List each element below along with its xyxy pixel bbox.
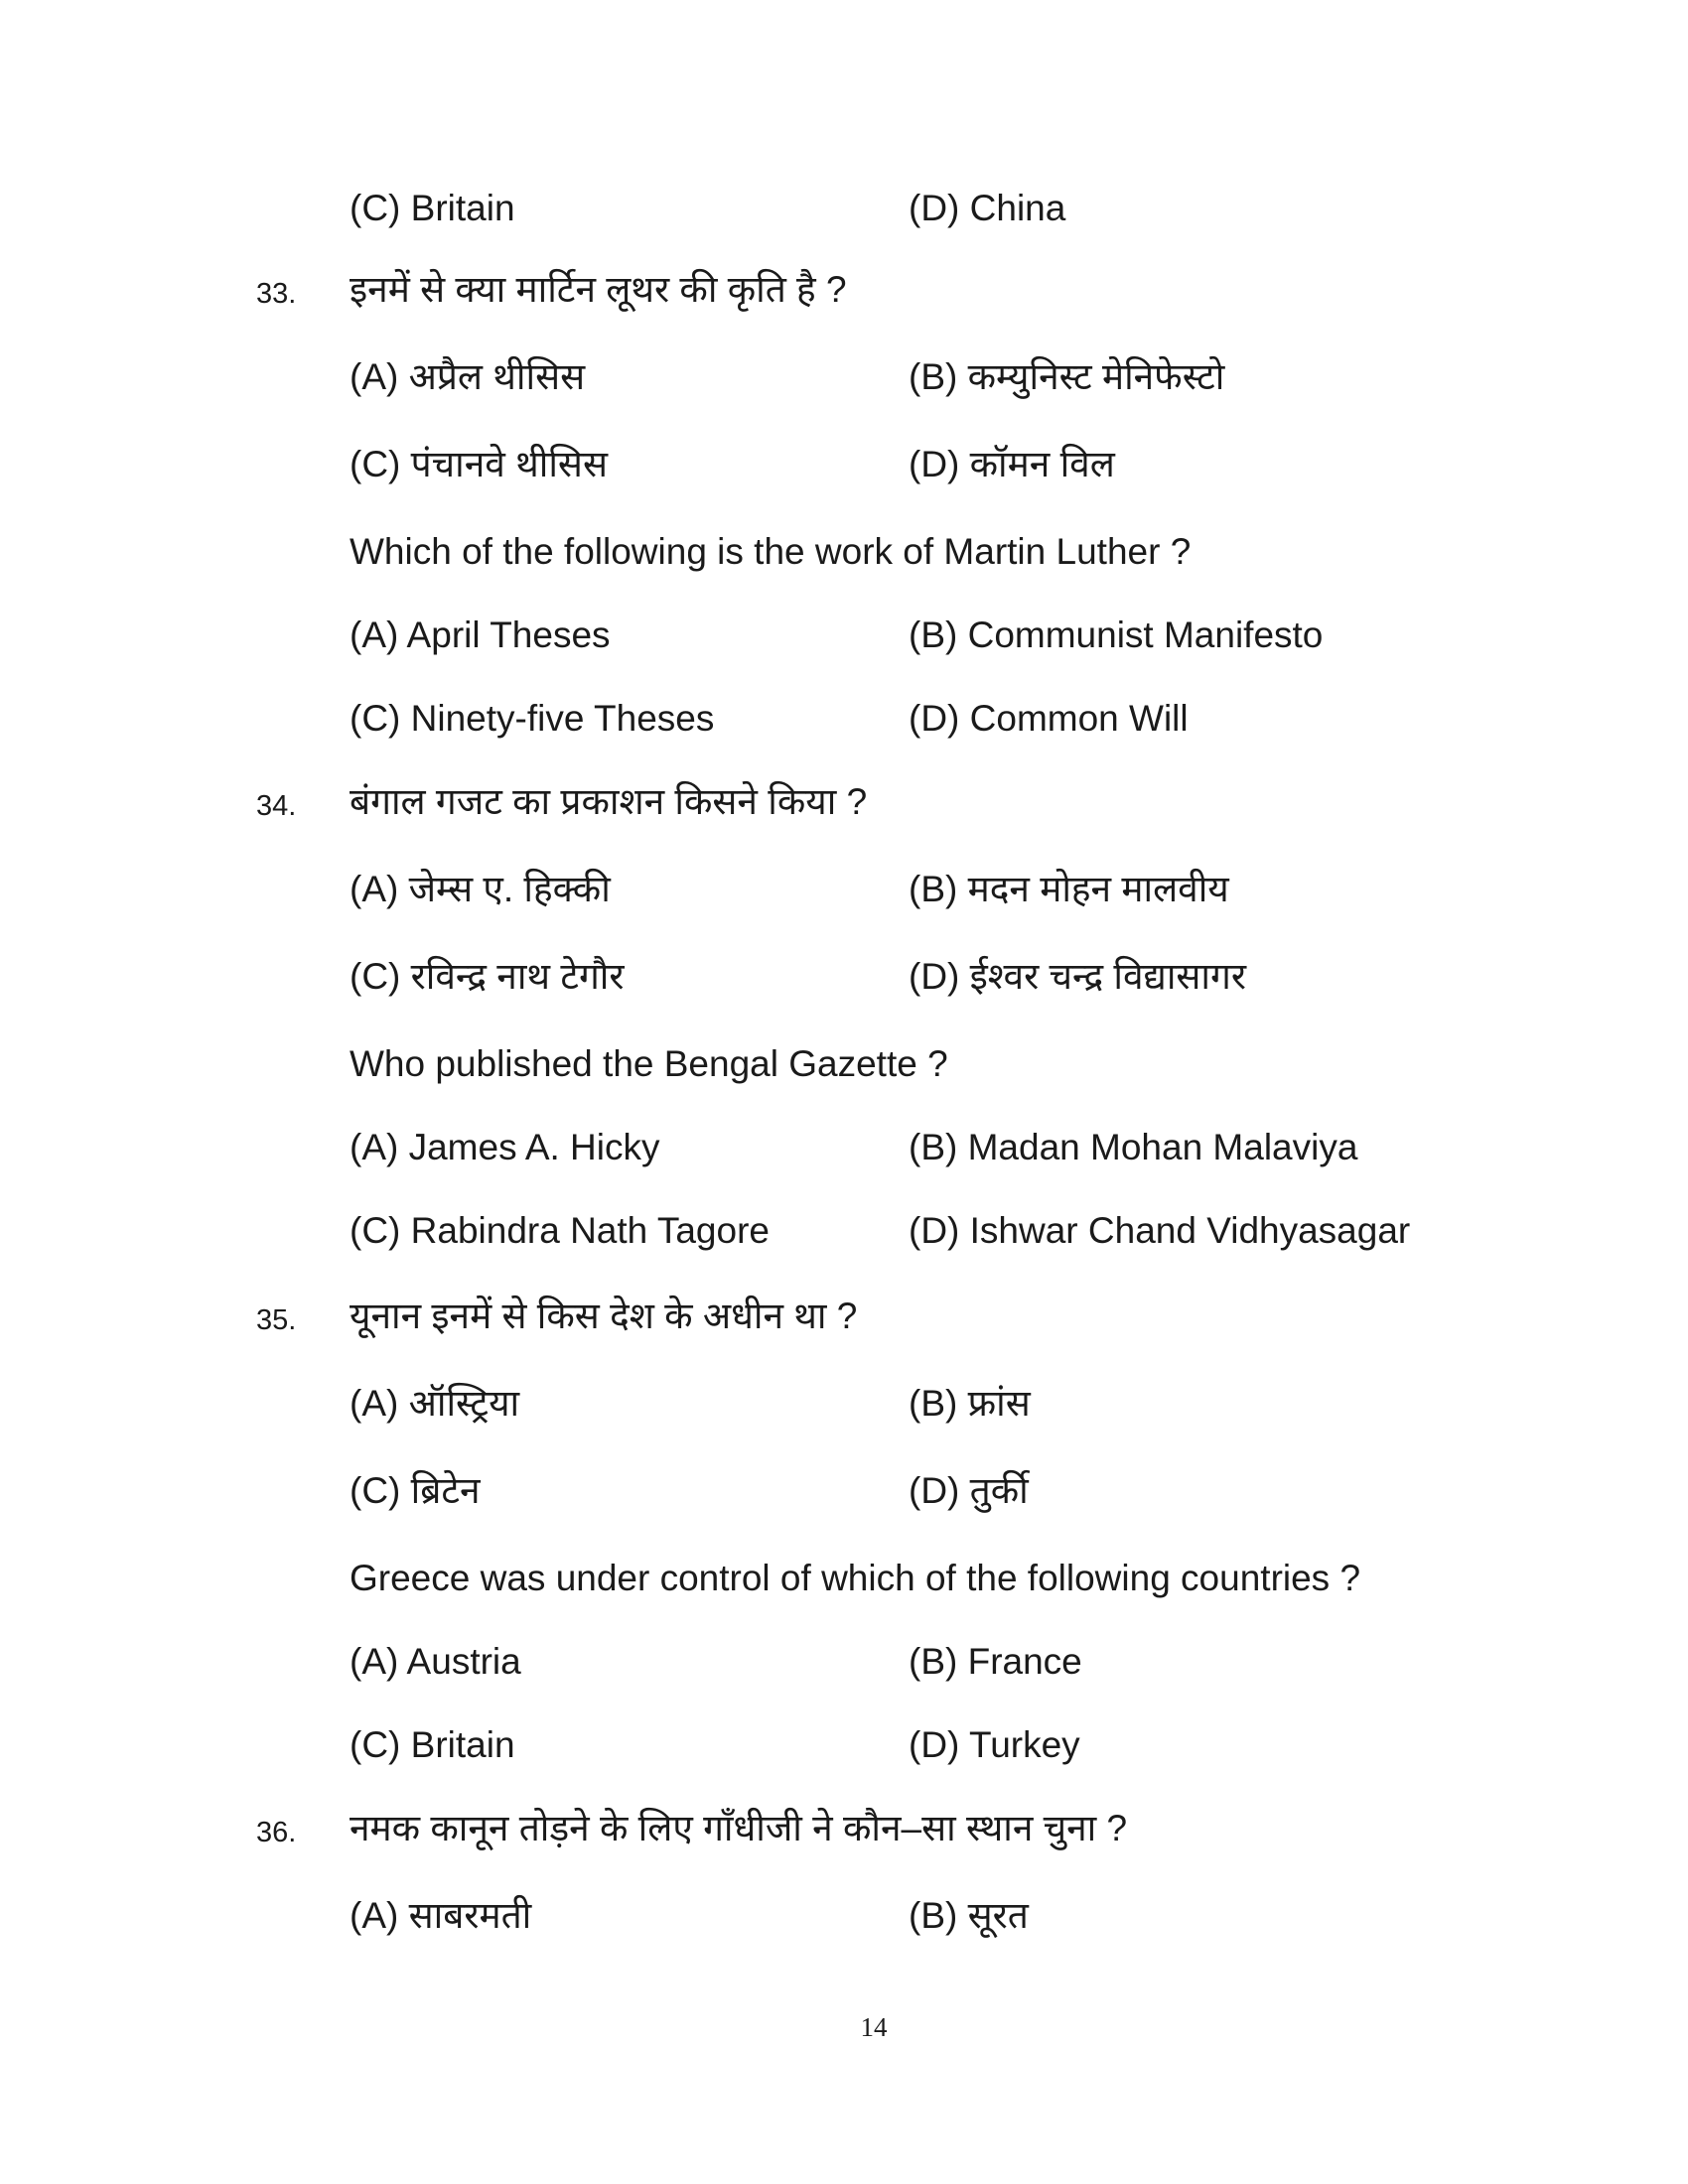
option-d: (D) Common Will	[909, 698, 1189, 739]
question-text-hindi: बंगाल गजट का प्रकाशन किसने किया ?	[350, 781, 868, 822]
question-number: 35.	[256, 1304, 297, 1336]
question-number: 34.	[256, 790, 297, 822]
option-a: (A) Austria	[350, 1641, 521, 1682]
option-b-hindi: (B) फ्रांस	[909, 1383, 1031, 1424]
option-c: (C) Britain	[350, 1724, 515, 1765]
question-text-hindi: नमक कानून तोड़ने के लिए गाँधीजी ने कौन–सा स्थान चुना ?	[350, 1808, 1128, 1848]
option-a-hindi: (A) साबरमती	[350, 1895, 532, 1936]
option-a-hindi: (A) जेम्स ए. हिक्की	[350, 869, 611, 909]
option-c: (C) Rabindra Nath Tagore	[350, 1210, 770, 1251]
option-c-hindi: (C) रविन्द्र नाथ टेगौर	[350, 956, 625, 997]
option-d: (D) Turkey	[909, 1724, 1080, 1765]
option-c-hindi: (C) पंचानवे थीसिस	[350, 444, 608, 484]
option-a-hindi: (A) अप्रैल थीसिस	[350, 356, 586, 397]
option-c-hindi: (C) ब्रिटेन	[350, 1470, 481, 1511]
option-d-hindi: (D) कॉमन विल	[909, 444, 1115, 484]
option-a: (A) April Theses	[350, 614, 611, 655]
option-d-hindi: (D) ईश्वर चन्द्र विद्यासागर	[909, 956, 1246, 997]
question-text-english: Greece was under control of which of the following countries ?	[350, 1558, 1361, 1598]
option-b-hindi: (B) सूरत	[909, 1895, 1029, 1936]
question-number: 36.	[256, 1817, 297, 1848]
option-a-hindi: (A) ऑस्ट्रिया	[350, 1383, 520, 1424]
option-b: (B) Madan Mohan Malaviya	[909, 1127, 1358, 1167]
option-d-hindi: (D) तुर्की	[909, 1470, 1029, 1511]
option-b: (B) Communist Manifesto	[909, 614, 1324, 655]
option-a: (A) James A. Hicky	[350, 1127, 660, 1167]
question-text-hindi: इनमें से क्या मार्टिन लूथर की कृति है ?	[350, 269, 847, 310]
question-text-hindi: यूनान इनमें से किस देश के अधीन था ?	[350, 1296, 858, 1336]
option-b: (B) France	[909, 1641, 1082, 1682]
question-number: 33.	[256, 278, 297, 310]
option-d: (D) China	[909, 188, 1066, 228]
page-number: 14	[860, 2012, 888, 2042]
option-c: (C) Ninety-five Theses	[350, 698, 715, 739]
option-c: (C) Britain	[350, 188, 515, 228]
option-b-hindi: (B) मदन मोहन मालवीय	[909, 869, 1229, 909]
question-text-english: Which of the following is the work of Martin Luther ?	[350, 531, 1192, 572]
question-text-english: Who published the Bengal Gazette ?	[350, 1043, 948, 1084]
option-b-hindi: (B) कम्युनिस्ट मेनिफेस्टो	[909, 356, 1225, 397]
option-d: (D) Ishwar Chand Vidhyasagar	[909, 1210, 1411, 1251]
